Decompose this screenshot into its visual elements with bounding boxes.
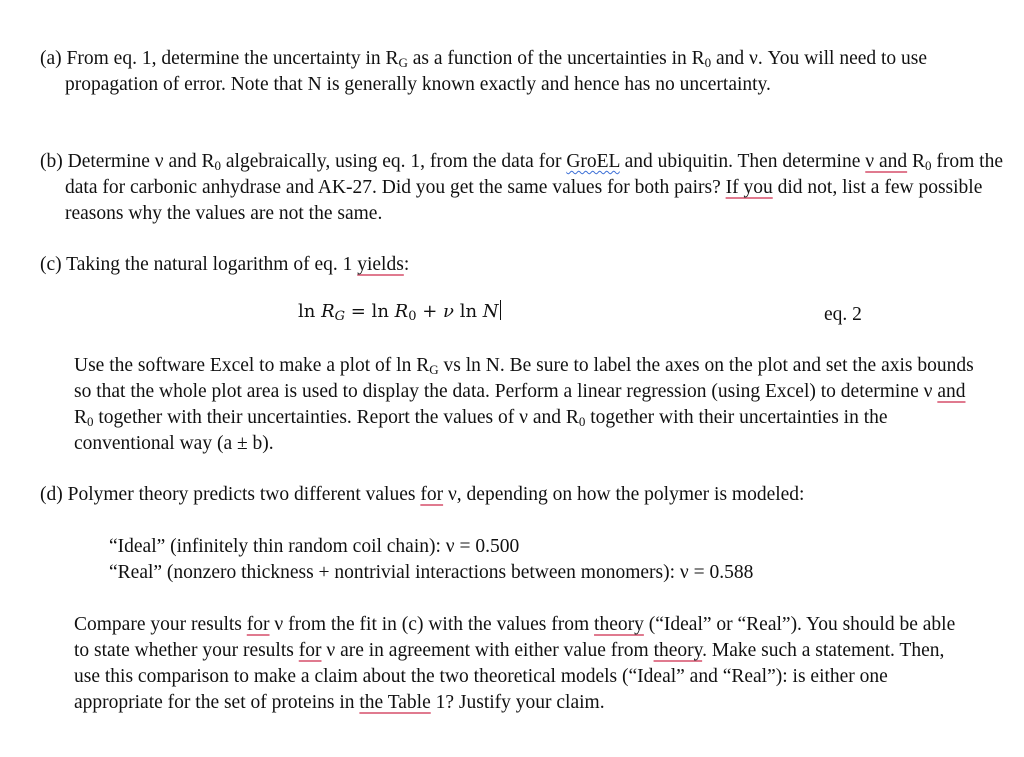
part-c-paragraph: Use the software Excel to make a plot of $\ln R_G$ vs ln N. Be sure to label the axes on the plot and set the axis bounds so that the whole plot area is used to display the data. Perform a linear regression (using Excel) to determine ν and $R_0$ together with their uncertainties. Report the values of ν and $R_0$ together with their uncertainties in the conventional way (a ± b). [74, 355, 974, 454]
spellcheck-groel[interactable]: GroEL [566, 151, 620, 172]
part-a-paragraph: (a) From eq. 1, determine the uncertainty in $R_G$ as a function of the uncertainties in $R_0$ and ν. You will need to use propagation of error. Note that N is generally known exactly and hence has no uncertainty. [40, 48, 928, 95]
text-cursor [500, 300, 501, 320]
grammar-flag-theory-2[interactable]: theory [653, 640, 703, 661]
part-a-label: (a) [40, 48, 62, 69]
equation-2[interactable]: $\ln R_G = \ln R_0 + \nu$ ln N [298, 301, 499, 324]
grammar-flag-if-you[interactable]: If you [725, 177, 773, 198]
ideal-model-line: “Ideal” (infinitely thin random coil chain): ν = 0.500 [109, 536, 520, 557]
part-c-heading: (c) Taking the natural logarithm of eq. 1 yields: [40, 254, 410, 275]
part-c-label: (c) [40, 254, 62, 275]
part-b-label: (b) [40, 151, 63, 172]
equation-number: eq. 2 [824, 304, 862, 325]
part-d-heading: (d) Polymer theory predicts two different values for ν, depending on how the polymer is modeled: [40, 484, 805, 505]
part-d-label: (d) [40, 484, 63, 505]
part-d-paragraph: Compare your results for ν from the fit in (c) with the values from theory (“Ideal” or “Real”). You should be able to state whether your results for ν are in agreement with either value from theory. Make such a statement. Then, use this comparison to make a claim about the two theoretical models (“Ideal” and “Real”): is either one appropriate for the set of proteins in the Table 1? Justify your claim. [74, 614, 956, 713]
grammar-flag-for-2[interactable]: for [246, 614, 270, 635]
part-b-paragraph: (b) Determine ν and $R_0$ algebraically, using eq. 1, from the data for GroEL and ubiquitin. Then determine ν and $R_0$ from the data for carbonic anhydrase and AK-27. Did you get the same values for both pairs? If you did not, list a few possible reasons why the values are not the same. [40, 151, 1003, 224]
grammar-flag-for-1[interactable]: for [420, 484, 444, 505]
grammar-flag-and[interactable]: and [937, 381, 966, 402]
grammar-flag-v-and[interactable]: ν and [865, 151, 908, 172]
real-model-line: “Real” (nonzero thickness + nontrivial interactions between monomers): ν = 0.588 [109, 562, 754, 583]
grammar-flag-for-3[interactable]: for [298, 640, 322, 661]
grammar-flag-the-table[interactable]: the Table [359, 692, 431, 713]
grammar-flag-yields[interactable]: yields [357, 254, 404, 275]
grammar-flag-theory-1[interactable]: theory [594, 614, 644, 635]
